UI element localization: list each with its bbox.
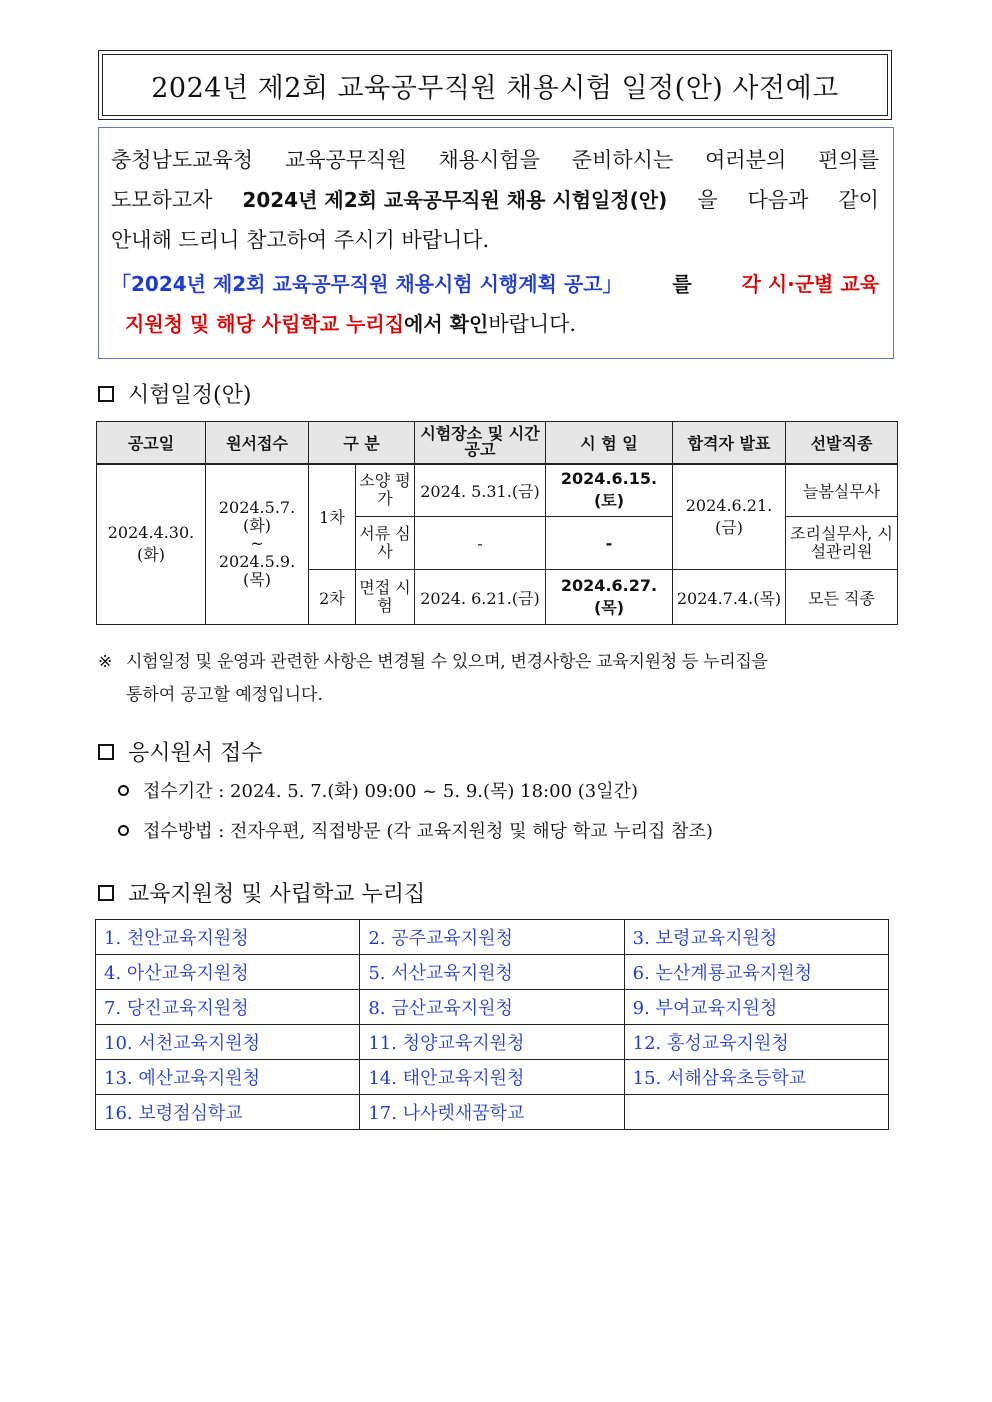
office-link[interactable]: 17. 나사렛새꿈학교 (360, 1095, 624, 1130)
notice-highlight: 2024년 제2회 교육공무직원 채용 시험일정(안) (242, 188, 668, 212)
office-link[interactable]: 1. 천안교육지원청 (96, 920, 360, 955)
office-link[interactable]: 13. 예산교육지원청 (96, 1060, 360, 1095)
office-links-table (95, 919, 889, 1130)
office-link[interactable]: 10. 서천교육지원청 (96, 1025, 360, 1060)
office-link[interactable]: 6. 논산계룡교육지원청 (624, 955, 888, 990)
table-row (96, 955, 889, 990)
table-row: 2024.4.30.(화) 2024.5.7.(화) ~ 2024.5.9.(목) 1차 소양 평가 2024. 5.31.(금) 2024.6.15.(토) 2024.6.21.(금) 늘봄실무사 (97, 464, 898, 517)
table-row (96, 1025, 889, 1060)
page-title: 2024년 제2회 교육공무직원 채용시험 일정(안) 사전예고 (102, 54, 888, 116)
office-link[interactable]: 5. 서산교육지원청 (360, 955, 624, 990)
notice-line-5: 지원청 및 해당 사립학교 누리집에서 확인바랍니다. (125, 312, 577, 336)
office-link[interactable]: 12. 홍성교육지원청 (624, 1025, 888, 1060)
checkbox-square-icon (98, 744, 114, 760)
notice-line-4: 「2024년 제2회 교육공무직원 채용시험 시행계획 공고」 를 각 시·군별 교육 (111, 264, 879, 304)
office-link[interactable]: 4. 아산교육지원청 (96, 955, 360, 990)
table-row (96, 920, 889, 955)
bullet-circle-icon (118, 785, 129, 796)
schedule-table (96, 421, 898, 625)
reference-mark-icon: ※ (98, 652, 113, 672)
table-row: 서류 심사 - - 조리실무사, 시설관리원 (97, 517, 898, 570)
office-link[interactable]: 16. 보령점심학교 (96, 1095, 360, 1130)
office-link[interactable]: 7. 당진교육지원청 (96, 990, 360, 1025)
office-link[interactable]: 8. 금산교육지원청 (360, 990, 624, 1025)
table-row (96, 1060, 889, 1095)
notice-line-3: 안내해 드리니 참고하여 주시기 바랍니다. (111, 228, 490, 252)
notice-box (98, 127, 894, 359)
table-row (96, 990, 889, 1025)
office-link[interactable]: 9. 부여교육지원청 (624, 990, 888, 1025)
checkbox-square-icon (98, 386, 114, 402)
office-link[interactable]: 2. 공주교육지원청 (360, 920, 624, 955)
bullet-circle-icon (118, 825, 129, 836)
notice-line-1: 충청남도교육청 교육공무직원 채용시험을 준비하시는 여러분의 편의를 (111, 148, 879, 172)
table-row: 2차 면접 시험 2024. 6.21.(금) 2024.6.27.(목) 2024.7.4.(목) 모든 직종 (97, 570, 898, 625)
table-row (96, 1095, 889, 1130)
section-websites: 교육지원청 및 사립학교 누리집 (98, 877, 425, 908)
table-header-row: 공고일 원서접수 구 분 시험장소 및 시간 공고 시 험 일 합격자 발표 선발직종 (97, 422, 898, 464)
apply-period-item: 접수기간 : 2024. 5. 7.(화) 09:00 ~ 5. 9.(목) 18:00 (3일간) (118, 777, 638, 803)
office-link[interactable]: 11. 청양교육지원청 (360, 1025, 624, 1060)
checkbox-square-icon (98, 885, 114, 901)
section-exam-schedule: 시험일정(안) (98, 378, 251, 409)
office-link[interactable]: 15. 서해삼육초등학교 (624, 1060, 888, 1095)
notice-line-2: 도모하고자 2024년 제2회 교육공무직원 채용 시험일정(안) 을 다음과 같이 (111, 180, 879, 220)
apply-method-item: 접수방법 : 전자우편, 직접방문 (각 교육지원청 및 해당 학교 누리집 참조) (118, 817, 713, 843)
office-link[interactable]: 14. 태안교육지원청 (360, 1060, 624, 1095)
apply-period-cell: 2024.5.7.(화) ~ 2024.5.9.(목) (206, 464, 309, 625)
empty-cell (624, 1095, 888, 1130)
schedule-note: ※ 시험일정 및 운영과 관련한 사항은 변경될 수 있으며, 변경사항은 교육지원청 등 누리집을 통하여 공고할 예정입니다. (98, 646, 898, 712)
office-link[interactable]: 3. 보령교육지원청 (624, 920, 888, 955)
section-application: 응시원서 접수 (98, 736, 263, 767)
title-box (98, 50, 892, 120)
notice-announcement-title: 「2024년 제2회 교육공무직원 채용시험 시행계획 공고」 (111, 272, 623, 296)
